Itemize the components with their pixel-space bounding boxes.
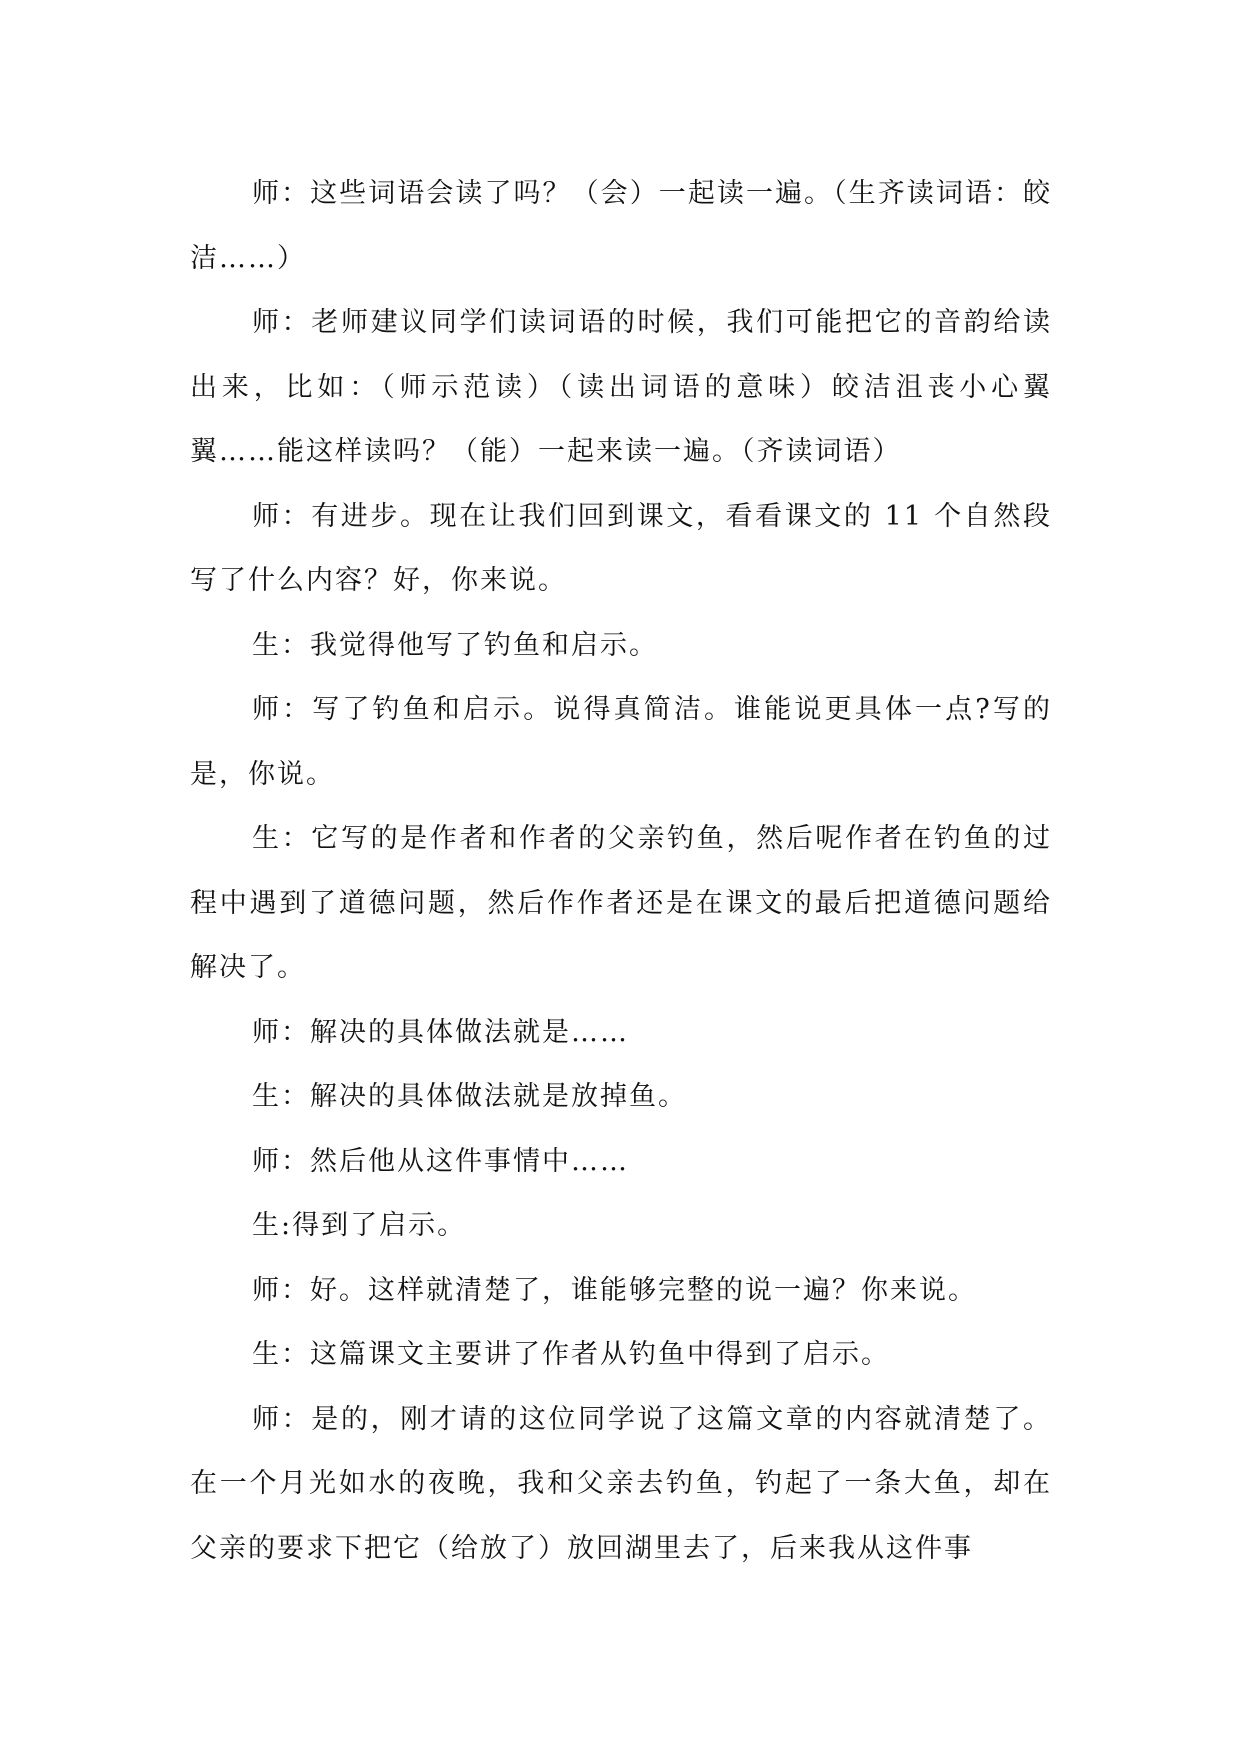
paragraph-3: 师：有进步。现在让我们回到课文，看看课文的 11 个自然段写了什么内容？好，你来说。 [190,500,1052,596]
paragraph-11: 师：好。这样就清楚了，谁能够完整的说一遍？你来说。 [252,1274,977,1306]
paragraph-5: 师：写了钓鱼和启示。说得真简洁。谁能说更具体一点?写的是，你说。 [190,694,1052,790]
paragraph-12: 生：这篇课文主要讲了作者从钓鱼中得到了启示。 [252,1339,890,1370]
paragraph-13: 师：是的，刚才请的这位同学说了这篇文章的内容就清楚了。在一个月光如水的夜晚，我和父亲去钓鱼，钓起了一条大鱼，却在父亲的要求下把它（给放了）放回湖里去了，后来我从这件事 [190,1403,1052,1564]
paragraph-8: 生：解决的具体做法就是放掉鱼。 [252,1081,687,1112]
paragraph-1: 师：这些词语会读了吗？（会）一起读一遍。（生齐读词语：皎洁……） [190,178,1052,274]
paragraph-10: 生:得到了启示。 [252,1210,467,1241]
paragraph-2: 师：老师建议同学们读词语的时候，我们可能把它的音韵给读出来，比如：（师示范读）（读出词语的意味）皎洁沮丧小心翼翼……能这样读吗？（能）一起来读一遍。（齐读词语） [190,307,1052,467]
document-body [190,162,1052,1581]
paragraph-9: 师：然后他从这件事情中…… [252,1145,629,1177]
paragraph-7: 师：解决的具体做法就是…… [252,1016,629,1048]
paragraph-4: 生：我觉得他写了钓鱼和启示。 [252,629,658,661]
paragraph-6: 生：它写的是作者和作者的父亲钓鱼，然后呢作者在钓鱼的过程中遇到了道德问题，然后作作者还是在课文的最后把道德问题给解决了。 [190,823,1052,983]
